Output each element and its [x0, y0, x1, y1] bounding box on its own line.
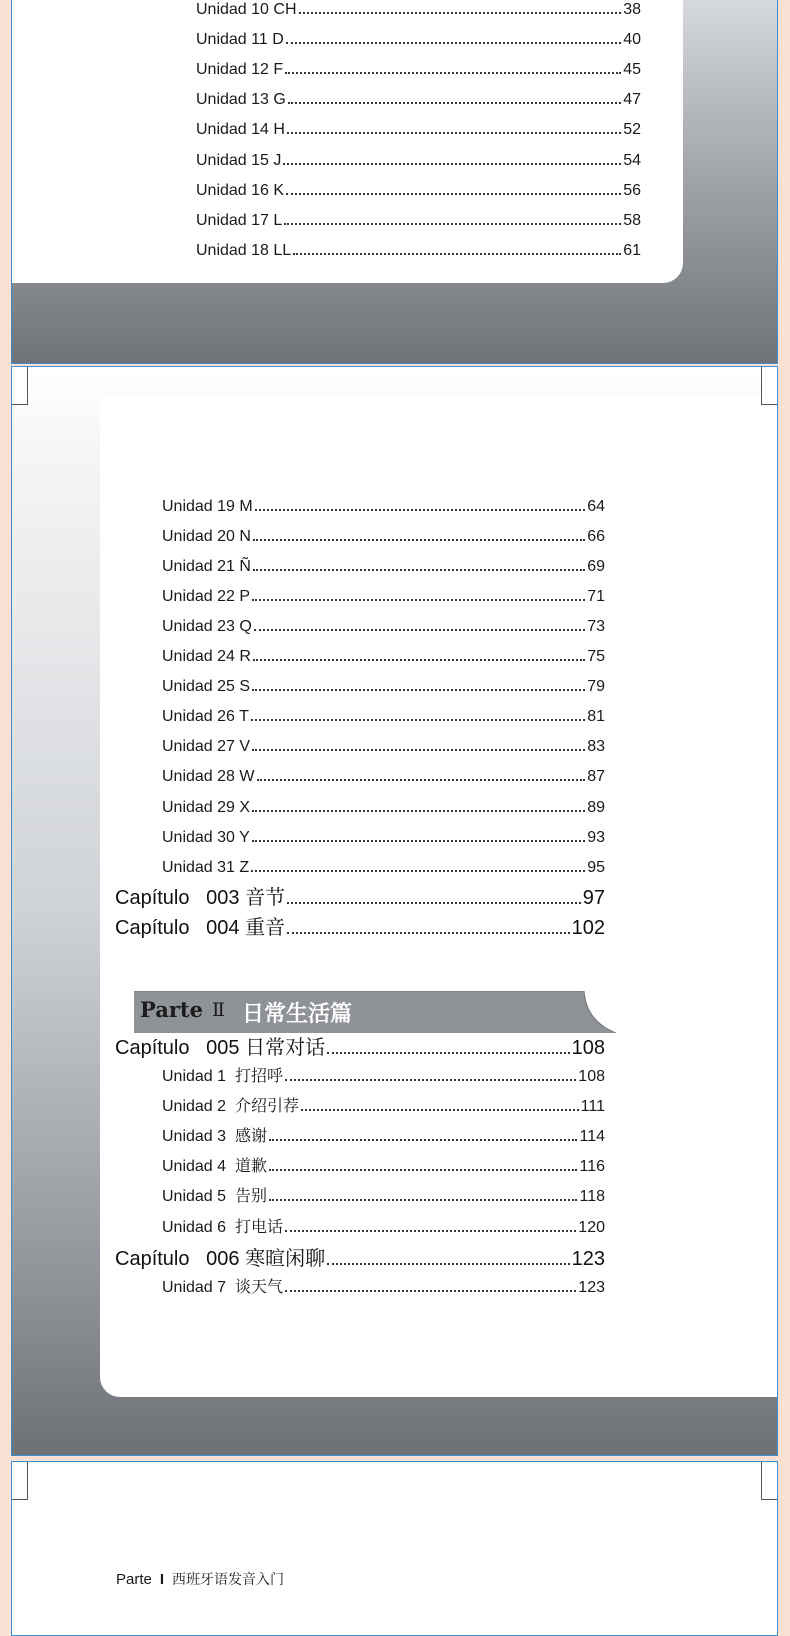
page-header-line: [116, 1569, 284, 1589]
dot-leader: [327, 1030, 570, 1054]
toc-entry-page: 95: [587, 858, 605, 876]
toc-entry: [162, 1182, 605, 1207]
toc-entry-page: 47: [623, 91, 641, 109]
dot-leader: [253, 551, 585, 571]
toc-entry-label: Unidad 4 道歉: [162, 1158, 267, 1176]
toc-entry: [162, 792, 605, 817]
toc-entry-page: 111: [580, 1097, 605, 1115]
toc-entry-label: Unidad 29 X: [162, 798, 251, 816]
toc-entry: [196, 145, 641, 170]
toc-entry: [162, 1152, 605, 1177]
toc-entry-label: Unidad 27 V: [162, 738, 251, 756]
toc-entry: [162, 491, 605, 516]
dot-leader: [285, 1272, 576, 1292]
toc-entry-page: 93: [587, 828, 605, 846]
toc-entry: [162, 581, 605, 606]
toc-entry: [196, 205, 641, 230]
toc-entry: [162, 1212, 605, 1237]
dot-leader: [285, 1061, 576, 1081]
toc-entry-page: 69: [587, 557, 605, 575]
dot-leader: [253, 642, 585, 662]
toc-entry-page: 123: [578, 1278, 605, 1296]
toc-entry-page: 75: [587, 648, 605, 666]
toc-entry-label: Capítulo 003 音节: [115, 887, 286, 909]
toc-entry-label: Unidad 2 介绍引荐: [162, 1097, 299, 1115]
toc-page-1: [11, 0, 778, 364]
toc-entry-page: 114: [579, 1127, 605, 1145]
dot-leader: [269, 1182, 578, 1202]
toc-page-2: [11, 366, 778, 1456]
toc-entry-label: Unidad 21 Ñ: [162, 557, 251, 575]
toc-entry-page: 40: [623, 30, 641, 48]
dot-leader: [286, 24, 621, 44]
toc-entry-label: Unidad 20 N: [162, 527, 251, 545]
toc-entry: [162, 672, 605, 697]
dot-leader: [284, 205, 621, 225]
toc-entry-label: Capítulo 005 日常对话: [115, 1037, 326, 1059]
dot-leader: [251, 852, 585, 872]
dot-leader: [299, 0, 622, 14]
crop-mark-right: [761, 367, 777, 405]
toc-entry: [196, 0, 641, 19]
toc-entry-page: 38: [623, 0, 641, 18]
toc-entry: [162, 1121, 605, 1146]
toc-entry: [162, 762, 605, 787]
crop-mark-left: [12, 1462, 28, 1500]
toc-entry: [162, 822, 605, 847]
toc-entry: [115, 1030, 605, 1060]
toc-entry-label: Unidad 1 打招呼: [162, 1067, 283, 1085]
dot-leader: [252, 732, 585, 752]
toc-entry-page: 108: [578, 1067, 605, 1085]
crop-mark-right: [761, 1462, 777, 1500]
dot-leader: [252, 792, 585, 812]
toc-entry: [196, 24, 641, 49]
toc-entry: [196, 54, 641, 79]
dot-leader: [285, 54, 621, 74]
toc-entry-label: Unidad 18 LL: [196, 242, 292, 260]
toc-entry-label: Unidad 26 T: [162, 708, 249, 726]
toc-entry-page: 108: [571, 1037, 605, 1059]
toc-entry-label: Unidad 5 告别: [162, 1188, 267, 1206]
banner-shape: [134, 991, 616, 1033]
toc-entry-page: 54: [623, 151, 641, 169]
toc-entry-page: 83: [587, 738, 605, 756]
toc-entry-label: Unidad 6 打电话: [162, 1218, 283, 1236]
dot-leader: [301, 1091, 579, 1111]
toc-entry-label: Unidad 10 CH: [196, 0, 297, 18]
header-parte-word: Parte: [116, 1571, 152, 1588]
crop-mark-left: [12, 367, 28, 405]
toc-entry: [196, 115, 641, 140]
toc-entry-page: 120: [578, 1218, 605, 1236]
toc-entry-label: Unidad 3 感谢: [162, 1127, 267, 1145]
toc-entry-label: Unidad 31 Z: [162, 858, 250, 876]
dot-leader: [255, 491, 585, 511]
dot-leader: [288, 85, 621, 105]
toc-entry-page: 102: [571, 917, 605, 939]
toc-entry-label: Unidad 30 Y: [162, 828, 250, 846]
toc-entry: [162, 1061, 605, 1086]
toc-entry: [115, 1241, 605, 1271]
header-separator: I: [159, 1571, 165, 1588]
toc-entry: [162, 1272, 605, 1297]
toc-entry-page: 87: [587, 768, 605, 786]
parte-banner: [134, 991, 616, 1033]
dot-leader: [287, 910, 570, 934]
toc-entry-page: 89: [587, 798, 605, 816]
toc-entry-label: Unidad 13 G: [196, 91, 286, 109]
dot-leader: [293, 236, 621, 256]
dot-leader: [252, 822, 585, 842]
toc-entry-label: Unidad 24 R: [162, 648, 251, 666]
header-book-title: 西班牙语发音入门: [172, 1571, 285, 1587]
toc-entry-page: 116: [579, 1158, 605, 1176]
toc-entry-page: 81: [587, 708, 605, 726]
dot-leader: [257, 762, 586, 782]
toc-entry-label: Unidad 22 P: [162, 587, 251, 605]
dot-leader: [287, 115, 621, 135]
toc-entry-page: 58: [623, 211, 641, 229]
toc-entry-label: Unidad 16 K: [196, 181, 285, 199]
toc-entry-label: Unidad 11 D: [196, 30, 284, 48]
toc-entry-page: 56: [623, 181, 641, 199]
toc-entry-label: Unidad 14 H: [196, 121, 285, 139]
toc-entry: [115, 880, 605, 910]
dot-leader: [254, 611, 585, 631]
toc-entry: [162, 611, 605, 636]
toc-page-3: [11, 1461, 778, 1636]
toc-entry: [196, 236, 641, 261]
toc-entry-label: Unidad 19 M: [162, 497, 253, 515]
toc-entry-label: Unidad 7 谈天气: [162, 1278, 283, 1296]
dot-leader: [269, 1152, 578, 1172]
toc-entry-page: 73: [587, 617, 605, 635]
toc-entry-page: 123: [571, 1248, 605, 1270]
toc-entry-label: Capítulo 004 重音: [115, 917, 286, 939]
toc-entry: [162, 702, 605, 727]
dot-leader: [253, 521, 585, 541]
toc-entry: [115, 910, 605, 940]
toc-entry-label: Capítulo 006 寒暄闲聊: [115, 1248, 326, 1270]
toc-entry-page: 61: [623, 242, 641, 260]
toc-entry-label: Unidad 28 W: [162, 768, 255, 786]
parte-numeral: Ⅱ: [212, 999, 225, 1021]
toc-entry: [196, 175, 641, 200]
toc-entry-page: 64: [587, 497, 605, 515]
dot-leader: [286, 175, 621, 195]
parte-title: 日常生活篇: [242, 1001, 353, 1026]
toc-entry-page: 71: [587, 587, 605, 605]
toc-entry-page: 79: [587, 678, 605, 696]
toc-entry-page: 97: [582, 887, 605, 909]
toc-entry-label: Unidad 17 L: [196, 211, 283, 229]
dot-leader: [283, 145, 621, 165]
toc-entry-page: 66: [587, 527, 605, 545]
toc-entry-page: 45: [623, 60, 641, 78]
dot-leader: [327, 1241, 570, 1265]
toc-entry: [162, 642, 605, 667]
dot-leader: [252, 581, 585, 601]
dot-leader: [269, 1121, 578, 1141]
dot-leader: [285, 1212, 576, 1232]
toc-entry: [162, 852, 605, 877]
dot-leader: [287, 880, 581, 904]
toc-entry: [162, 521, 605, 546]
toc-entry-label: Unidad 15 J: [196, 151, 282, 169]
toc-entry: [162, 732, 605, 757]
toc-entry-label: Unidad 25 S: [162, 678, 251, 696]
toc-entry: [162, 551, 605, 576]
dot-leader: [251, 702, 585, 722]
toc-entry: [162, 1091, 605, 1116]
toc-entry-label: Unidad 23 Q: [162, 617, 252, 635]
toc-entry-page: 52: [623, 121, 641, 139]
dot-leader: [252, 672, 585, 692]
toc-entry: [196, 85, 641, 110]
toc-entry-label: Unidad 12 F: [196, 60, 284, 78]
toc-entry-page: 118: [579, 1188, 605, 1206]
parte-word: Parte: [140, 997, 203, 1022]
